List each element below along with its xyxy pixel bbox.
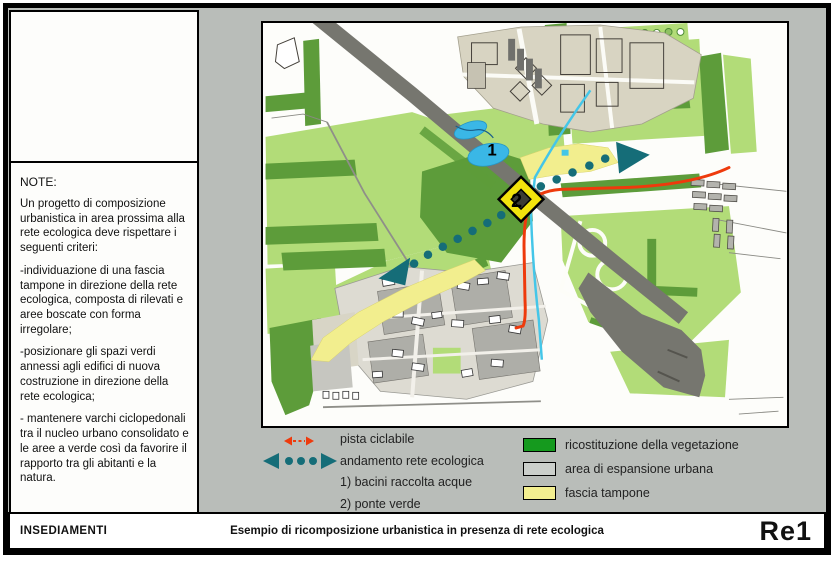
legend-label-green-bridge: 2) ponte verde [340,497,421,511]
note-paragraph: -posizionare gli spazi verdi annessi agli edifici di nuova costruzione in direzione della rete ecologica; [20,346,169,403]
sheet-caption: Esempio di ricomposizione urbanistica in presenza di rete ecologica [230,525,604,537]
legend-label-buffer: fascia tampone [565,486,650,500]
notes-panel [9,161,199,515]
map-marker-bridge: 2 [511,190,523,213]
legend-label-eco-network: andamento rete ecologica [340,454,484,468]
legend-label-urban-expansion: area di espansione urbana [565,462,714,476]
map-figure [261,21,789,428]
title-bar [8,512,826,550]
legend-label-vegetation: ricostituzione della vegetazione [565,438,739,452]
legend-swatch-vegetation [523,438,556,452]
cycle-path-legend-icon [284,435,314,447]
legend-swatch-urban-expansion [523,462,556,476]
legend-label-cycle-path: pista ciclabile [340,432,415,446]
sheet-frame [3,3,831,555]
note-paragraph: Un progetto di composizione urbanistica in area prossima alla rete ecologica deve rispettare i seguenti criteri: [20,198,185,255]
eco-network-legend-icon [263,452,337,470]
section-label: INSEDIAMENTI [20,525,108,537]
sheet-code: Re1 [759,516,812,546]
note-paragraph: -individuazione di una fascia tampone in direzione della rete ecologica, composta di rilevati e aree boscate con forma irregolare; [20,264,183,336]
urban-plan-map [263,23,787,426]
map-marker-lake: 1 [487,140,497,160]
legend-label-water-basins: 1) bacini raccolta acque [340,475,473,489]
title-block-empty [9,10,199,163]
note-paragraph: - mantenere varchi ciclopedonali tra il nucleo urbano consolidato e le aree a verde così da favorire il rapporto tra gli abitanti e la natura. [20,413,189,485]
legend-swatch-buffer [523,486,556,500]
notes-title: NOTE: [20,175,57,189]
